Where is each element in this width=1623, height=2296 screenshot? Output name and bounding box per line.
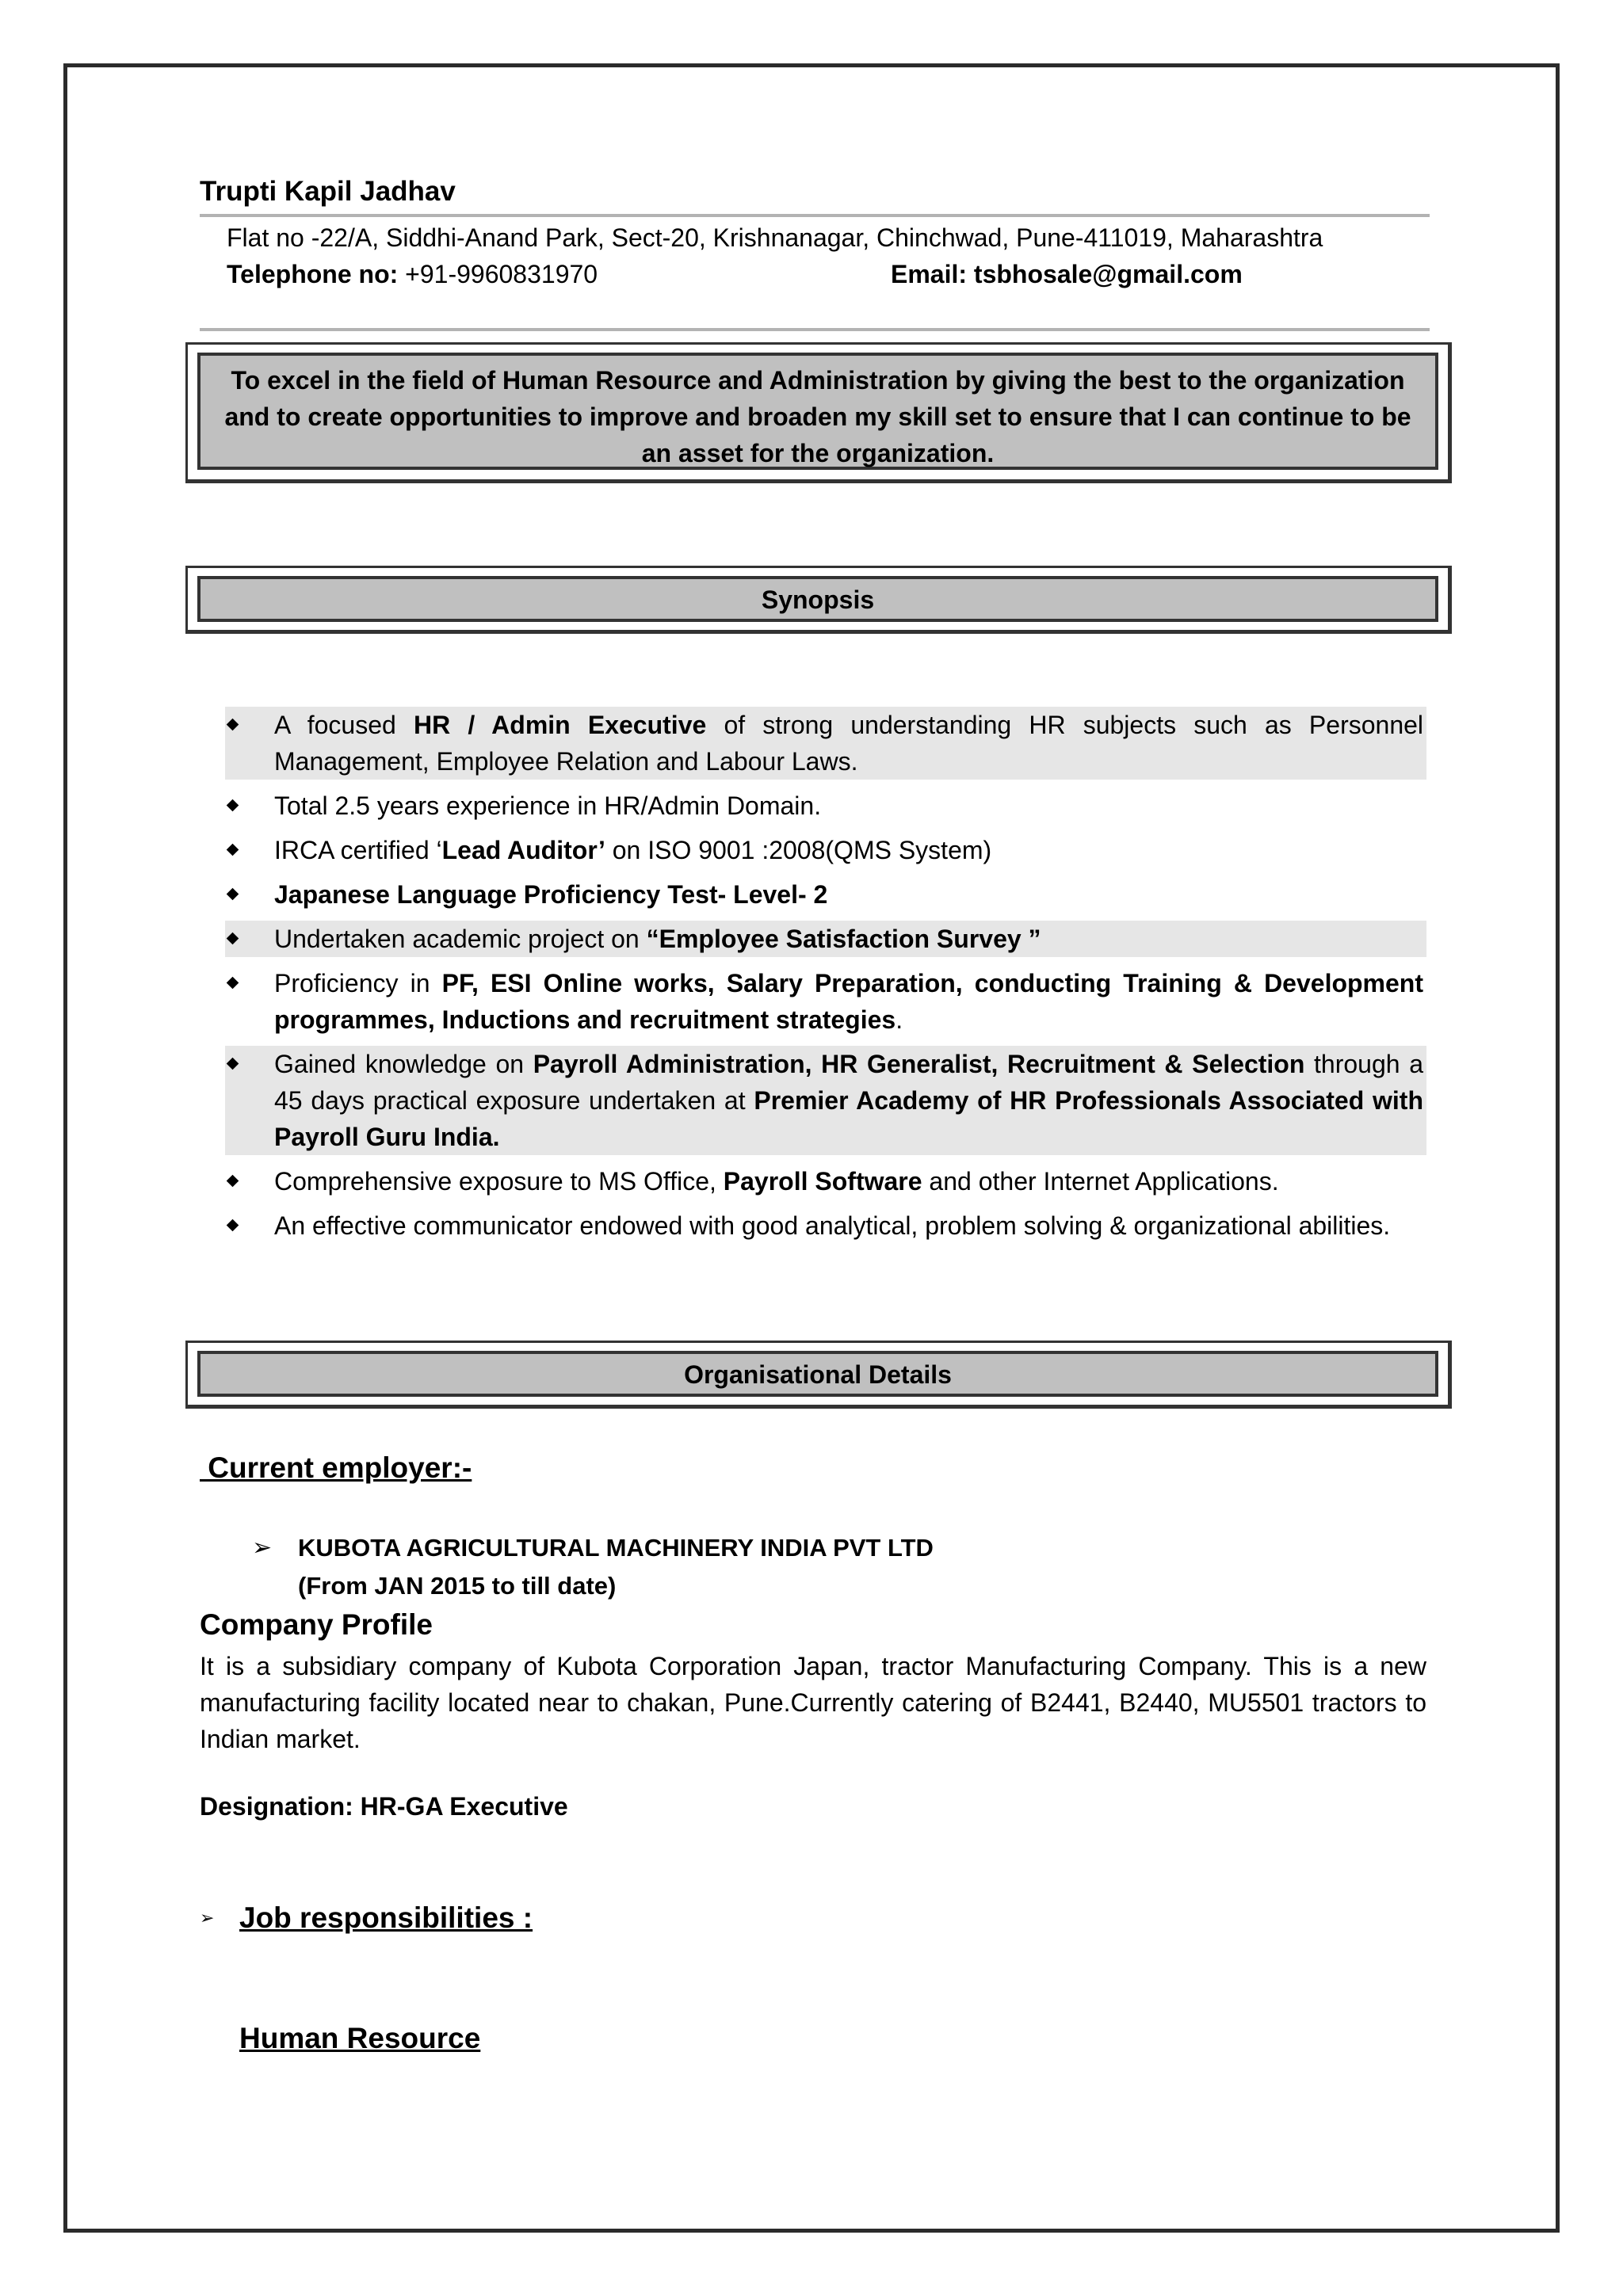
list-item	[225, 788, 1426, 824]
company-profile-heading: Company Profile	[200, 1608, 433, 1641]
objective-box	[185, 342, 1452, 483]
text: Comprehensive exposure to MS Office,	[274, 1167, 724, 1196]
objective-text: To excel in the field of Human Resource and Administration by giving the best to the organization and to create opportunities to improve and broaden my skill set to ensure that I can continue to be an asset for the organization.	[197, 353, 1438, 470]
synopsis-heading: Synopsis	[197, 576, 1438, 622]
organisational-heading-box	[185, 1341, 1452, 1409]
arrow-bullet-icon: ➢	[252, 1535, 273, 1561]
header-divider-bottom	[200, 328, 1430, 331]
text: Total 2.5 years experience in HR/Admin Domain.	[274, 791, 822, 820]
job-responsibilities-heading: Job responsibilities :	[239, 1901, 533, 1934]
bullet-diamond-icon	[227, 844, 239, 856]
text: An effective communicator endowed with good analytical, problem solving & organizational abilities.	[274, 1211, 1391, 1240]
arrow-bullet-icon: ➢	[200, 1908, 215, 1928]
telephone	[227, 260, 598, 289]
text: Undertaken academic project on	[274, 925, 647, 953]
text: on ISO 9001 :2008(QMS System)	[605, 836, 992, 864]
current-employer-heading: Current employer:-	[200, 1451, 472, 1484]
list-item	[225, 965, 1426, 1038]
bullet-diamond-icon	[227, 933, 239, 945]
list-item	[225, 832, 1426, 868]
list-item	[225, 707, 1426, 780]
list-item	[225, 876, 1426, 913]
bold-text: Payroll Software	[723, 1167, 922, 1196]
text: and other Internet Applications.	[922, 1167, 1279, 1196]
candidate-name: Trupti Kapil Jadhav	[200, 176, 456, 207]
employment-period: (From JAN 2015 to till date)	[298, 1572, 617, 1600]
designation: Designation: HR-GA Executive	[200, 1792, 568, 1821]
bold-text: PF, ESI Online works, Salary Preparation, conducting Training & Development programmes, Inductions and recruitment strategies	[274, 969, 1424, 1034]
bold-text: “Employee Satisfaction Survey ”	[646, 925, 1041, 953]
bold-text: HR / Admin Executive	[413, 711, 707, 739]
synopsis-list	[225, 707, 1426, 1252]
bold-text: Japanese Language Proficiency Test- Level- 2	[274, 880, 828, 909]
company-profile-text: It is a subsidiary company of Kubota Corporation Japan, tractor Manufacturing Company. This is a new manufacturing facility located near to chakan, Pune.Currently catering of B2441, B2440, MU5501 tractors to Indian market.	[200, 1652, 1426, 1753]
human-resource-heading: Human Resource	[239, 2022, 481, 2054]
telephone-value: +91-9960831970	[398, 260, 598, 288]
bold-text: Premier Academy of HR Professionals Associated with Payroll Guru India.	[274, 1086, 1423, 1151]
text: .	[896, 1005, 903, 1034]
bullet-diamond-icon	[227, 1058, 239, 1070]
text: through a 45 days practical exposure undertaken at	[274, 1050, 1424, 1115]
list-item	[225, 921, 1426, 957]
text: IRCA certified ‘	[274, 836, 442, 864]
address: Flat no -22/A, Siddhi-Anand Park, Sect-20, Krishnanagar, Chinchwad, Pune-411019, Maharashtra	[227, 223, 1323, 252]
bullet-diamond-icon	[227, 1219, 239, 1232]
bullet-diamond-icon	[227, 1175, 239, 1188]
bold-text: Payroll Administration, HR Generalist, Recruitment & Selection	[533, 1050, 1305, 1078]
header-divider-top	[200, 214, 1430, 217]
list-item	[225, 1163, 1426, 1199]
bullet-diamond-icon	[227, 888, 239, 901]
telephone-label: Telephone no:	[227, 260, 399, 288]
list-item	[225, 1046, 1426, 1155]
text: Proficiency in	[274, 969, 442, 997]
email: Email: tsbhosale@gmail.com	[891, 260, 1243, 288]
bold-text: Lead Auditor’	[441, 836, 605, 864]
text: A focused	[274, 711, 414, 739]
text: of strong understanding HR subjects such as Personnel Management, Employee Relation and Labour Laws.	[274, 711, 1424, 776]
company-name: KUBOTA AGRICULTURAL MACHINERY INDIA PVT LTD	[298, 1534, 934, 1562]
organisational-heading: Organisational Details	[197, 1351, 1438, 1397]
bullet-diamond-icon	[227, 799, 239, 812]
text: Gained knowledge on	[274, 1050, 533, 1078]
synopsis-heading-box	[185, 566, 1452, 634]
bullet-diamond-icon	[227, 977, 239, 990]
bullet-diamond-icon	[227, 719, 239, 731]
list-item	[225, 1207, 1426, 1244]
